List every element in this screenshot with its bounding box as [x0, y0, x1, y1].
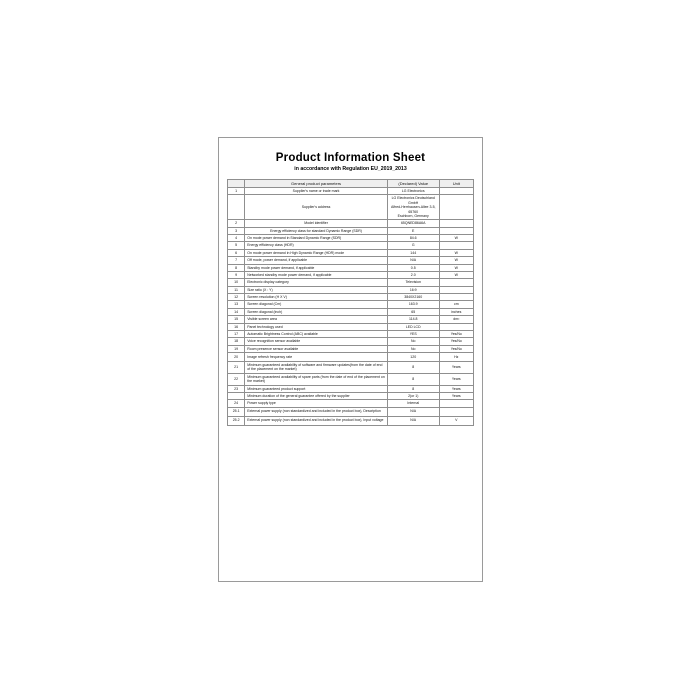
row-value: 8 [387, 362, 439, 374]
row-unit: dm² [439, 316, 473, 323]
column-header-parameter: General product parameters [245, 180, 388, 188]
table-row [228, 188, 474, 195]
row-value: N/A [387, 416, 439, 425]
row-index: 18 [228, 338, 245, 345]
row-parameter: Off mode, power demand, if applicable [245, 257, 388, 264]
row-unit [439, 294, 473, 301]
row-parameter: Supplier's name or trade mark [245, 188, 388, 195]
table-row [228, 195, 474, 220]
column-header-unit: Unit [439, 180, 473, 188]
row-index: 11 [228, 286, 245, 293]
row-parameter: Energy efficiency class (HDR) [245, 242, 388, 249]
table-row [228, 392, 474, 399]
table-row [228, 286, 474, 293]
row-parameter: Minimum guaranteed availability of spare parts (from the date of end of the placement on the market) [245, 373, 388, 385]
table-row [228, 220, 474, 227]
row-unit: inches [439, 308, 473, 315]
table-row [228, 385, 474, 392]
row-index: 15 [228, 316, 245, 323]
row-index: 21 [228, 362, 245, 374]
row-value: No [387, 345, 439, 352]
table-row [228, 353, 474, 362]
row-parameter: Power supply type [245, 400, 388, 407]
row-index: 16 [228, 323, 245, 330]
row-unit [439, 188, 473, 195]
row-parameter: Screen resolution (H X V) [245, 294, 388, 301]
row-value: LED LCD [387, 323, 439, 330]
table-row [228, 338, 474, 345]
row-parameter: Panel technology used [245, 323, 388, 330]
row-unit [439, 242, 473, 249]
row-index: 14 [228, 308, 245, 315]
table-row [228, 301, 474, 308]
row-index: 1 [228, 188, 245, 195]
row-index: 13 [228, 301, 245, 308]
table-row [228, 373, 474, 385]
row-unit: W [439, 235, 473, 242]
row-value: 2(or 1) [387, 392, 439, 399]
row-unit [439, 286, 473, 293]
row-parameter: Minimum guaranteed availability of software and firmware updates(from the date of end of the placement on the market) [245, 362, 388, 374]
row-parameter: Networked standby mode power demand, if applicable [245, 271, 388, 278]
row-value: N/A [387, 257, 439, 264]
row-parameter: Room presence sensor available [245, 345, 388, 352]
table-row [228, 271, 474, 278]
table-row [228, 400, 474, 407]
table-row [228, 308, 474, 315]
row-parameter: Supplier's address [245, 195, 388, 220]
row-value: 2.0 [387, 271, 439, 278]
row-value: 8 [387, 373, 439, 385]
row-value: 8 [387, 385, 439, 392]
row-value: LG Electronics [387, 188, 439, 195]
row-index: 20 [228, 353, 245, 362]
row-unit: Years [439, 392, 473, 399]
table-row [228, 249, 474, 256]
row-value: 144 [387, 249, 439, 256]
row-unit: Hz [439, 353, 473, 362]
row-value: G [387, 242, 439, 249]
row-index: 10 [228, 279, 245, 286]
row-parameter: Electronic display category [245, 279, 388, 286]
row-parameter: On mode power demand in High Dynamic Range (HDR) mode [245, 249, 388, 256]
table-row [228, 235, 474, 242]
table-row [228, 330, 474, 337]
column-header-value: (Declared) Value [387, 180, 439, 188]
row-unit: Yes/No [439, 330, 473, 337]
row-value: 120 [387, 353, 439, 362]
row-value: 114.8 [387, 316, 439, 323]
row-index: 25.2 [228, 416, 245, 425]
row-value: No [387, 338, 439, 345]
row-unit [439, 400, 473, 407]
row-unit [439, 220, 473, 227]
row-index: 4 [228, 235, 245, 242]
row-value: E [387, 227, 439, 234]
page-title: Product Information Sheet [275, 152, 426, 164]
row-index: 2 [228, 220, 245, 227]
row-unit: cm [439, 301, 473, 308]
row-unit: Yes/No [439, 338, 473, 345]
table-row [228, 227, 474, 234]
table-row [228, 407, 474, 416]
row-parameter: Screen diagonal (Cm) [245, 301, 388, 308]
row-value: 16:9 [387, 286, 439, 293]
row-unit: Years [439, 385, 473, 392]
row-unit: W [439, 271, 473, 278]
row-index: 3 [228, 227, 245, 234]
row-unit: W [439, 257, 473, 264]
row-parameter: Minimum guaranteed product support [245, 385, 388, 392]
row-index: 22 [228, 373, 245, 385]
table-row [228, 316, 474, 323]
table-row [228, 362, 474, 374]
row-index: 19 [228, 345, 245, 352]
table-body [228, 188, 474, 426]
row-parameter: Standby mode power demand, if applicable [245, 264, 388, 271]
row-unit [439, 407, 473, 416]
table-row [228, 279, 474, 286]
table-row [228, 294, 474, 301]
row-index: 9 [228, 271, 245, 278]
row-index: 7 [228, 257, 245, 264]
row-parameter: On mode power demand in Standard Dynamic Range (SDR) [245, 235, 388, 242]
row-parameter: Visible screen area [245, 316, 388, 323]
row-unit: W [439, 249, 473, 256]
table-row [228, 416, 474, 425]
row-unit: Years [439, 362, 473, 374]
row-unit: W [439, 264, 473, 271]
row-index: 24 [228, 400, 245, 407]
row-index: 23 [228, 385, 245, 392]
row-parameter: External power supply (non standardized and included in the product box), Input voltage [245, 416, 388, 425]
row-unit [439, 279, 473, 286]
page-subtitle: in accordance with Regulation EU_2019_2013 [294, 166, 407, 172]
row-parameter: Model identifier [245, 220, 388, 227]
row-unit [439, 323, 473, 330]
row-parameter: Automatic Brightness Control (ABC) available [245, 330, 388, 337]
row-parameter: Size ratio (X : Y) [245, 286, 388, 293]
table-row [228, 345, 474, 352]
table-row [228, 242, 474, 249]
row-value: LG Electronics Deutschland GmbH Alfred-Herrhausen-Allee 3-5, 65760 Eschborn, Germany [387, 195, 439, 220]
table-header [228, 180, 474, 188]
row-index: 8 [228, 264, 245, 271]
product-information-sheet [218, 137, 483, 582]
row-index: 6 [228, 249, 245, 256]
column-header-index [228, 180, 245, 188]
row-value: 163.9 [387, 301, 439, 308]
row-value: 65QNED86A6A [387, 220, 439, 227]
row-index: 5 [228, 242, 245, 249]
table-row [228, 264, 474, 271]
row-value: 3840X2160 [387, 294, 439, 301]
row-unit: Yes/No [439, 345, 473, 352]
row-unit [439, 195, 473, 220]
row-value: 65 [387, 308, 439, 315]
row-value: Internal [387, 400, 439, 407]
product-parameters-table [227, 179, 474, 426]
row-unit [439, 227, 473, 234]
row-unit: V [439, 416, 473, 425]
row-parameter: Voice recognition sensor available [245, 338, 388, 345]
row-index: 12 [228, 294, 245, 301]
row-index: 25.1 [228, 407, 245, 416]
row-parameter: Energy efficiency class for standard Dynamic Range (SDR) [245, 227, 388, 234]
row-parameter: Screen diagonal (inch) [245, 308, 388, 315]
row-unit: Years [439, 373, 473, 385]
row-parameter: Image refresh frequency rate [245, 353, 388, 362]
table-row [228, 323, 474, 330]
row-parameter: External power supply (non standardized and included in the product box), Description [245, 407, 388, 416]
row-index [228, 392, 245, 399]
row-value: N/A [387, 407, 439, 416]
row-index [228, 195, 245, 220]
row-value: 84.6 [387, 235, 439, 242]
row-value: Television [387, 279, 439, 286]
row-value: 0.5 [387, 264, 439, 271]
row-parameter: Minimum duration of the general guarantee offered by the supplier [245, 392, 388, 399]
row-index: 17 [228, 330, 245, 337]
table-row [228, 257, 474, 264]
row-value: YES [387, 330, 439, 337]
